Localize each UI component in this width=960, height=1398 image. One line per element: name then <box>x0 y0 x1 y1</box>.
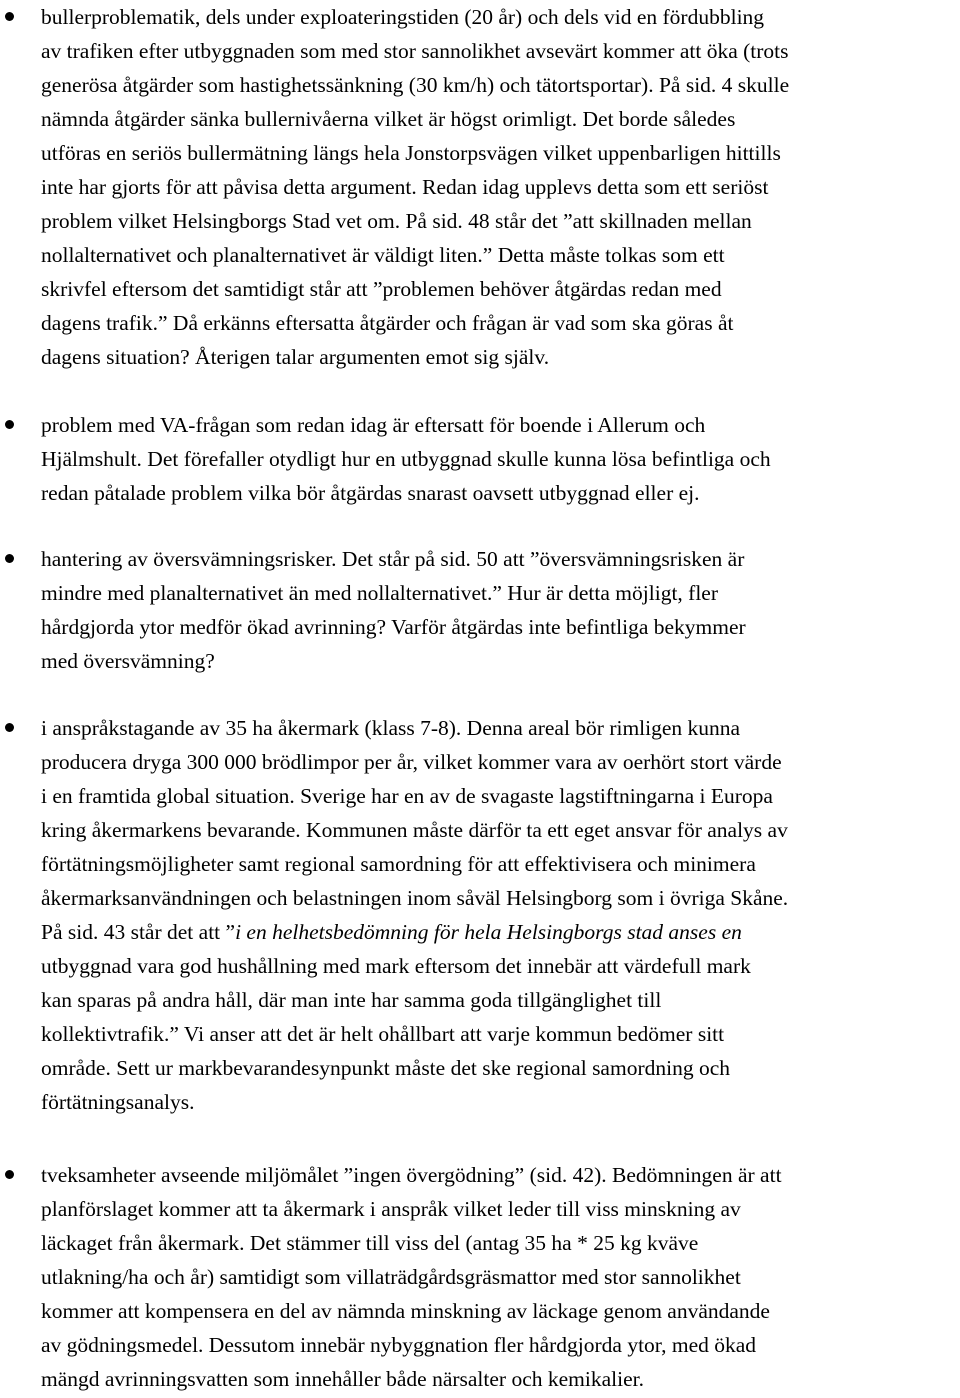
text-line: område. Sett ur markbevarandesynpunkt måste det ske regional samordning och <box>41 1056 730 1080</box>
bullet-icon <box>5 420 14 429</box>
text-line: kan sparas på andra håll, där man inte har samma goda tillgänglighet till <box>41 988 662 1012</box>
text-line: dagens situation? Återigen talar argumenten emot sig själv. <box>41 345 550 369</box>
text-segment: På sid. 43 står det att ” <box>41 920 236 944</box>
text-line: problem med VA-frågan som redan idag är eftersatt för boende i Allerum och <box>41 413 706 437</box>
text-line: åkermarksanvändningen och belastningen inom såväl Helsingborg som i övriga Skåne. <box>41 886 789 910</box>
text-line: tveksamheter avseende miljömålet ”ingen övergödning” (sid. 42). Bedömningen är att <box>41 1163 782 1187</box>
bullet-icon <box>5 723 14 732</box>
text-line: kring åkermarkens bevarande. Kommunen måste därför ta ett eget ansvar för analys av <box>41 818 788 842</box>
text-line: nämnda åtgärder sänka bullernivåerna vilket är högst orimligt. Det borde således <box>41 107 736 131</box>
text-line: i en framtida global situation. Sverige har en av de svagaste lagstiftningarna i Europa <box>41 784 773 808</box>
bullet-text <box>41 0 956 374</box>
bullet-icon <box>5 554 14 563</box>
text-line: hårdgjorda ytor medför ökad avrinning? Varför åtgärdas inte befintliga bekymmer <box>41 615 746 639</box>
text-line: av gödningsmedel. Dessutom innebär nybyggnation fler hårdgjorda ytor, med ökad <box>41 1333 757 1357</box>
text-line: mängd avrinningsvatten som innehåller både närsalter och kemikalier. <box>41 1367 644 1391</box>
text-line: Hjälmshult. Det förefaller otydligt hur en utbyggnad skulle kunna lösa befintliga och <box>41 447 771 471</box>
bullet-text <box>41 711 956 1119</box>
text-line: producera dryga 300 000 brödlimpor per år, vilket kommer vara av oerhört stort värde <box>41 750 782 774</box>
bullet-text <box>41 1158 956 1396</box>
text-line: förtätningsanalys. <box>41 1090 195 1114</box>
text-line: utbyggnad vara god hushållning med mark eftersom det innebär att värdefull mark <box>41 954 751 978</box>
text-line-with-quote <box>41 915 956 949</box>
text-line: problem vilket Helsingborgs Stad vet om. På sid. 48 står det ”att skillnaden mellan <box>41 209 752 233</box>
text-line: utföras en seriös bullermätning längs hela Jonstorpsvägen vilket uppenbarligen hittills <box>41 141 781 165</box>
text-line: mindre med planalternativet än med nollalternativet.” Hur är detta möjligt, fler <box>41 581 718 605</box>
text-line: inte har gjorts för att påvisa detta argument. Redan idag upplevs detta som ett seriöst <box>41 175 769 199</box>
text-line: kollektivtrafik.” Vi anser att det är helt ohållbart att varje kommun bedömer sitt <box>41 1022 725 1046</box>
text-line: bullerproblematik, dels under exploateringstiden (20 år) och dels vid en fördubbling <box>41 5 765 29</box>
text-line: utlakning/ha och år) samtidigt som villaträdgårdsgräsmattor med stor sannolikhet <box>41 1265 741 1289</box>
bullet-icon <box>5 12 14 21</box>
text-line: kommer att kompensera en del av nämnda minskning av läckage genom användande <box>41 1299 770 1323</box>
text-line: läckaget från åkermark. Det stämmer till viss del (antag 35 ha * 25 kg kväve <box>41 1231 699 1255</box>
text-line: i anspråkstagande av 35 ha åkermark (klass 7-8). Denna areal bör rimligen kunna <box>41 716 741 740</box>
text-line: redan påtalade problem vilka bör åtgärdas snarast oavsett utbyggnad eller ej. <box>41 481 700 505</box>
bullet-text <box>41 542 956 678</box>
bullet-text <box>41 408 956 510</box>
bullet-icon <box>5 1170 14 1179</box>
text-line: förtätningsmöjligheter samt regional samordning för att effektivisera och minimera <box>41 852 756 876</box>
text-line: skrivfel eftersom det samtidigt står att ”problemen behöver åtgärdas redan med <box>41 277 722 301</box>
text-line: av trafiken efter utbyggnaden som med stor sannolikhet avsevärt kommer att öka (trots <box>41 39 789 63</box>
text-line: planförslaget kommer att ta åkermark i anspråk vilket leder till viss minskning av <box>41 1197 741 1221</box>
text-line: nollalternativet och planalternativet är väldigt liten.” Detta måste tolkas som ett <box>41 243 725 267</box>
text-line: med översvämning? <box>41 649 215 673</box>
italic-quote: i en helhetsbedömning för hela Helsingborgs stad anses en <box>235 920 742 944</box>
text-line: hantering av översvämningsrisker. Det står på sid. 50 att ”översvämningsrisken är <box>41 547 745 571</box>
text-line: generösa åtgärder som hastighetssänkning (30 km/h) och tätortsportar). På sid. 4 skulle <box>41 73 790 97</box>
text-line: dagens trafik.” Då erkänns eftersatta åtgärder och frågan är vad som ska göras åt <box>41 311 734 335</box>
